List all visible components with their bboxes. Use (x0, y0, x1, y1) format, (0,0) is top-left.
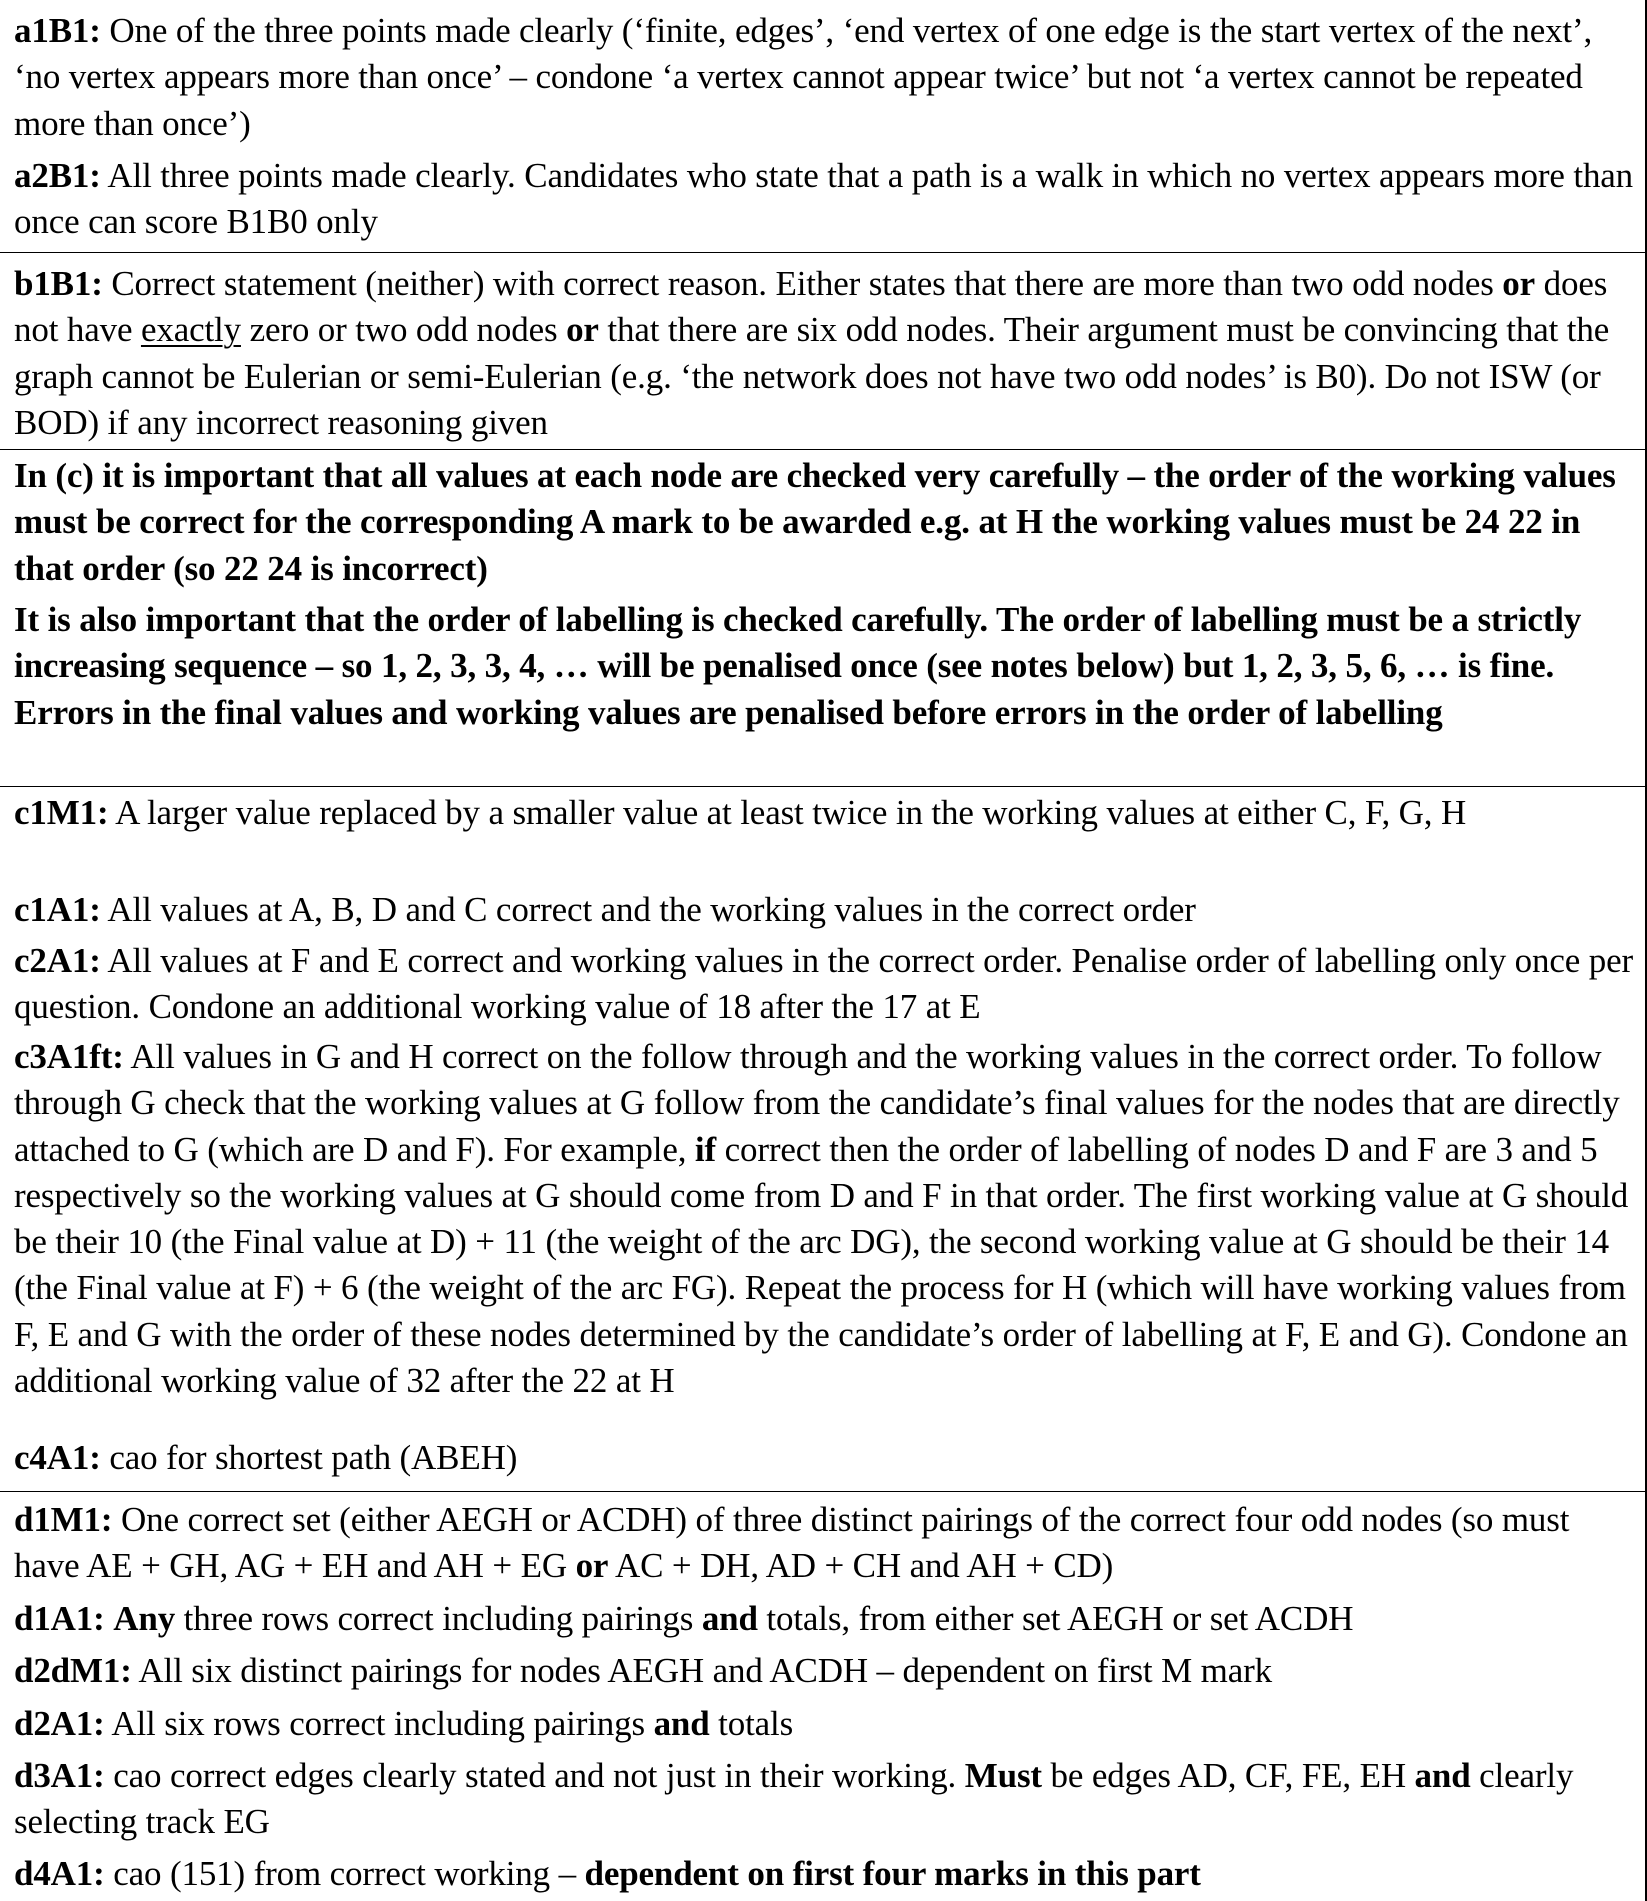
mark-text: AC + DH, AD + CH and AH + CD) (608, 1546, 1114, 1586)
b1-paragraph (14, 261, 1639, 446)
mark-text (105, 1599, 114, 1638)
emphasis-if: if (694, 1129, 716, 1169)
emphasis-and: and (1414, 1756, 1471, 1795)
mark-text: All values at F and E correct and working values in the correct order. Penalise order of labelling only once per question. Condone an additional working value of 18 after the 17 at E (14, 941, 1633, 1027)
mark-text: three rows correct including pairings (175, 1599, 702, 1638)
mark-text: All three points made clearly. Candidates who state that a path is a walk in which no vertex appears more than once can score B1B0 only (14, 156, 1634, 242)
mark-text: cao correct edges clearly stated and not just in their working. (104, 1756, 965, 1795)
c4a1-paragraph (14, 1435, 1639, 1481)
mark-code: d1A1: (14, 1599, 105, 1638)
mark-code: d3A1: (14, 1756, 105, 1795)
mark-text: be edges AD, CF, FE, EH (1041, 1756, 1415, 1795)
c3a1ft-paragraph (14, 1034, 1639, 1404)
c1a1-paragraph (14, 887, 1639, 933)
mark-text: totals (709, 1704, 794, 1743)
mark-code: d2dM1: (14, 1651, 132, 1690)
emphasis-dependent: dependent on first four marks in this part (584, 1854, 1201, 1893)
mark-code: d4A1: (14, 1854, 105, 1893)
note-order-of-labelling: It is also important that the order of labelling is checked carefully. The order of labelling must be a strictly increasing sequence – so 1, 2, 3, 3, 4, … will be penalised once (see notes below) but 1, 2, 3, 5, 6, … is fine. Errors in the final values and working values are penalised before errors in the order of labelling (14, 600, 1582, 732)
d4a1-paragraph (14, 1851, 1639, 1897)
mark-text: One correct set (either AEGH or ACDH) of three distinct pairings of the correct four odd nodes (so must have AE + GH, AG + EH and AH + EG (14, 1500, 1570, 1586)
c2a1-paragraph (14, 938, 1639, 1031)
d3a1-paragraph (14, 1753, 1639, 1846)
mark-code: c1M1: (14, 793, 109, 832)
mark-text: All values at A, B, D and C correct and the working values in the correct order (100, 890, 1196, 929)
a1-paragraph (14, 8, 1639, 147)
note-working-values: In (c) it is important that all values at each node are checked very carefully – the order of the working values must be correct for the corresponding A mark to be awarded e.g. at H the working values must be 24 22 in that order (so 22 24 is incorrect) (14, 456, 1616, 588)
part-d-block (0, 1491, 1647, 1901)
d2dm1-paragraph (14, 1648, 1639, 1694)
mark-code: c2A1: (14, 941, 101, 980)
d1a1-paragraph (14, 1596, 1639, 1642)
a2-paragraph (14, 153, 1639, 246)
mark-code: d1M1: (14, 1500, 113, 1539)
mark-code: c1A1: (14, 890, 101, 929)
emphasis-exactly: exactly (140, 310, 241, 350)
mark-code: a1B1: (14, 11, 101, 50)
mark-text: A larger value replaced by a smaller value at least twice in the working values at either C, F, G, H (108, 793, 1467, 832)
mark-text: correct then the order of labelling of nodes D and F are 3 and 5 respectively so the working values at G should come from D and F in that order. The first working value at G should be their 10 (the Final value at D) + 11 (the weight of the arc DG), the second working value at G should be their 14 (the Final value at F) + 6 (the weight of the arc FG). Repeat the process for H (which will have working values from F, E and G with the order of these nodes determined by the candidate’s order of labelling at F, E and G). Condone an additional working value of 32 after the 22 at H (14, 1129, 1629, 1401)
emphasis-or: or (575, 1546, 609, 1586)
mark-text: All six rows correct including pairings (104, 1704, 654, 1743)
d2a1-paragraph (14, 1701, 1639, 1747)
mark-code: a2B1: (14, 156, 101, 195)
mark-code: d2A1: (14, 1704, 105, 1743)
mark-text: One of the three points made clearly (‘finite, edges’, ‘end vertex of one edge is the start vertex of the next’, ‘no vertex appears more than once’ – condone ‘a vertex cannot appear twice’ but not ‘a vertex cannot be repeated more than once’) (14, 11, 1593, 143)
emphasis-must: Must (964, 1756, 1042, 1795)
c1m1-paragraph (14, 790, 1639, 836)
mark-text: All six distinct pairings for nodes AEGH and ACDH – dependent on first M mark (131, 1651, 1272, 1690)
mark-text: cao (151) from correct working – (104, 1854, 585, 1893)
mark-code: c4A1: (14, 1438, 101, 1477)
mark-text: totals, from either set AEGH or set ACDH (757, 1599, 1354, 1638)
mark-code: b1B1: (14, 264, 103, 303)
emphasis-or: or (566, 310, 599, 350)
mark-code: c3A1ft: (14, 1037, 124, 1076)
emphasis-and: and (653, 1704, 710, 1743)
part-b-block (0, 252, 1647, 449)
emphasis-or: or (1502, 264, 1536, 303)
emphasis-any: Any (113, 1599, 176, 1638)
emphasis-and: and (701, 1599, 758, 1638)
part-c-block (0, 786, 1647, 1491)
mark-text: does not have (14, 264, 1608, 350)
mark-text: zero or two odd nodes (240, 310, 567, 350)
mark-text: that there are six odd nodes. Their argument must be convincing that the graph cannot be Eulerian or semi-Eulerian (e.g. ‘the network does not have two odd nodes’ is B0). Do not ISW (or BOD) if any incorrect reasoning given (14, 310, 1610, 442)
mark-text: All values in G and H correct on the follow through and the working values in the correct order. To follow through G check that the working values at G follow from the candidate’s final values for the nodes that are directly attached to G (which are D and F). For example, (14, 1037, 1620, 1169)
mark-text: clearly selecting track EG (14, 1756, 1574, 1842)
mark-text: cao for shortest path (ABEH) (100, 1438, 518, 1477)
part-a-block (0, 0, 1647, 252)
part-c-notes-block (0, 449, 1647, 786)
d1m1-paragraph (14, 1497, 1639, 1590)
mark-text: Correct statement (neither) with correct reason. Either states that there are more than two odd nodes (102, 264, 1503, 303)
